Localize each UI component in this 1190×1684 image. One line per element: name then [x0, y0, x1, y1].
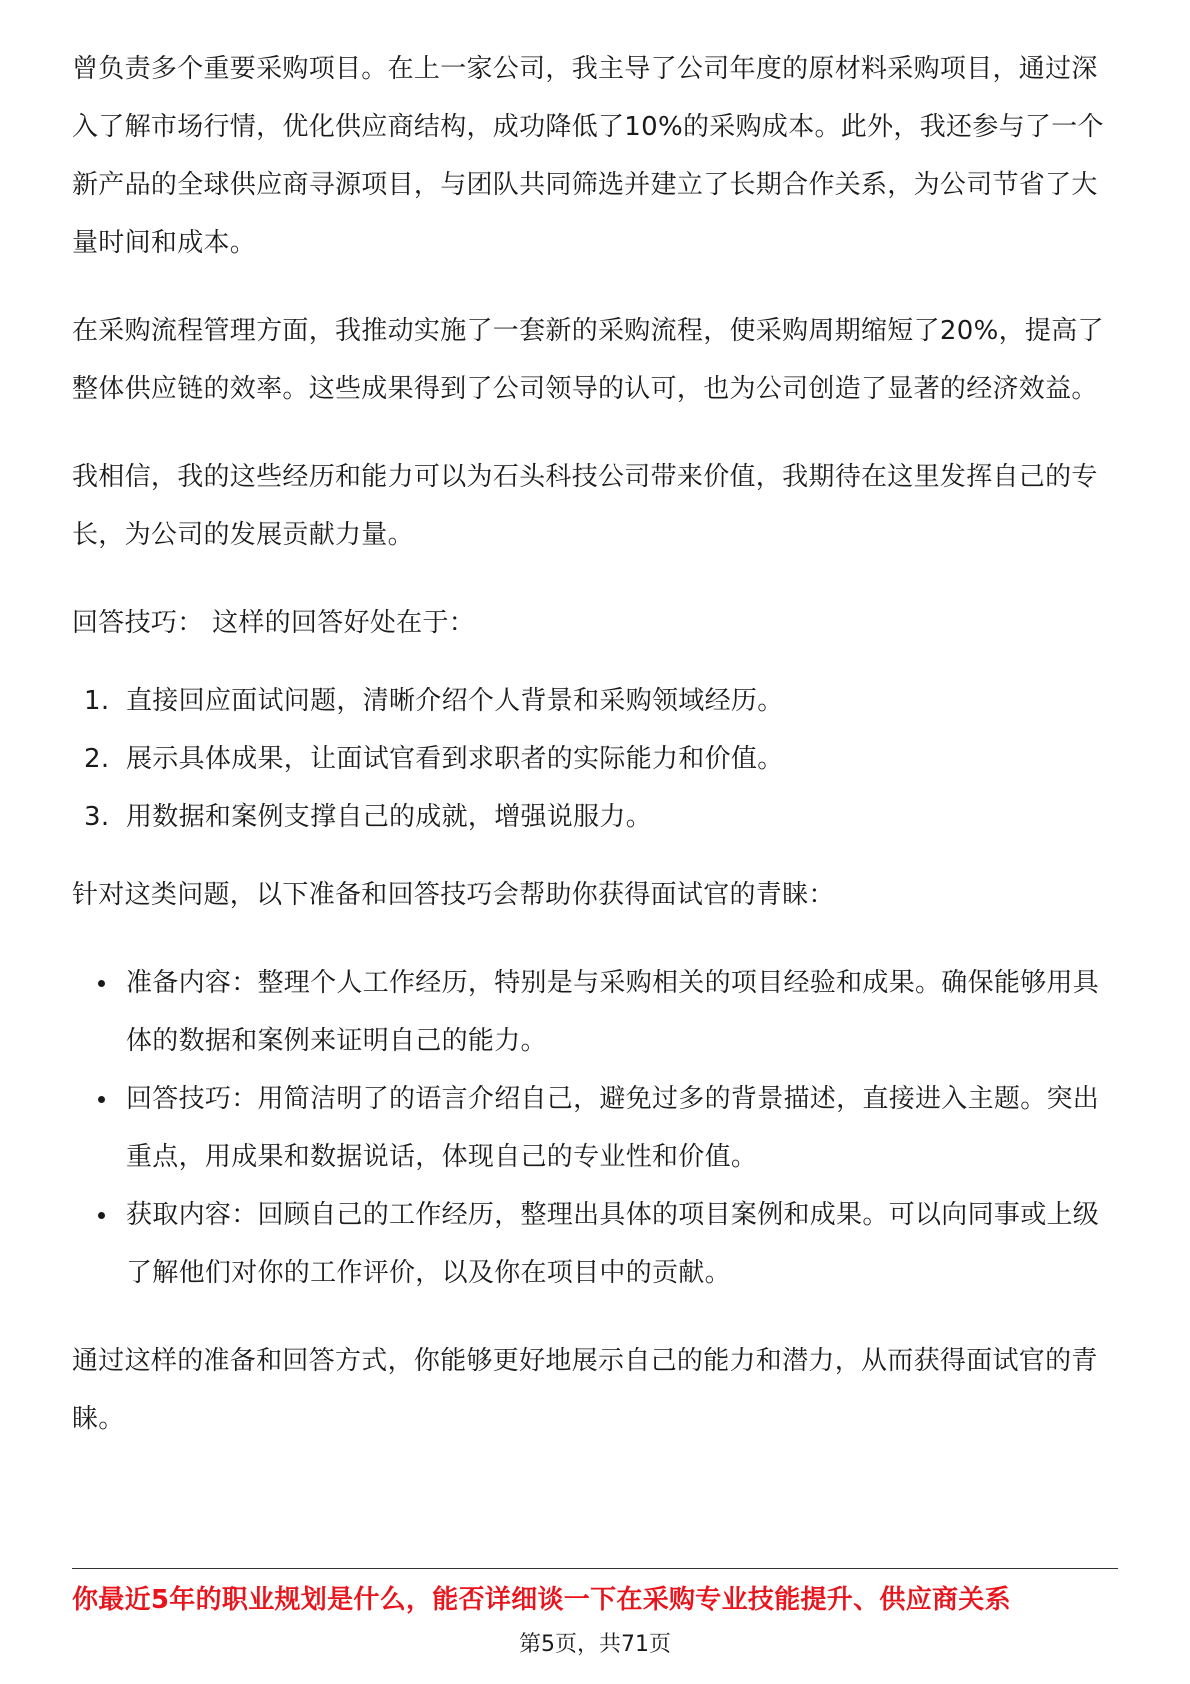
list-item [72, 788, 1118, 846]
bullet-dot-icon [98, 980, 105, 987]
next-question-heading: 你最近5年的职业规划是什么，能否详细谈一下在采购专业技能提升、供应商关系 [72, 1585, 1011, 1615]
prep-intro: 针对这类问题，以下准备和回答技巧会帮助你获得面试官的青睐： [72, 880, 835, 910]
bullet-dot-icon [98, 1212, 105, 1219]
bullet-item [72, 1186, 1118, 1302]
paragraph-conclusion: 通过这样的准备和回答方式，你能够更好地展示自己的能力和潜力，从而获得面试官的青睐。 [72, 1346, 1098, 1434]
list-number: 1. [84, 686, 110, 716]
bullet-item-text: 准备内容：整理个人工作经历，特别是与采购相关的项目经验和成果。确保能够用具体的数据和案例来证明自己的能力。 [126, 968, 1100, 1056]
bullet-item [72, 1070, 1118, 1186]
tips-list [72, 672, 1118, 846]
list-item [72, 730, 1118, 788]
list-number: 3. [84, 802, 110, 832]
bullet-item-text: 回答技巧：用简洁明了的语言介绍自己，避免过多的背景描述，直接进入主题。突出重点，用成果和数据说话，体现自己的专业性和价值。 [126, 1084, 1100, 1172]
document-body [72, 40, 1118, 1478]
tips-heading: 回答技巧： 这样的回答好处在于： [72, 608, 476, 638]
list-item-text: 直接回应面试问题，清晰介绍个人背景和采购领域经历。 [126, 686, 784, 716]
bullet-item [72, 954, 1118, 1070]
list-item-text: 展示具体成果，让面试官看到求职者的实际能力和价值。 [126, 744, 784, 774]
list-item [72, 672, 1118, 730]
paragraph-project-experience: 曾负责多个重要采购项目。在上一家公司，我主导了公司年度的原材料采购项目，通过深入了解市场行情，优化供应商结构，成功降低了10%的采购成本。此外，我还参与了一个新产品的全球供应商寻源项目，与团队共同筛选并建立了长期合作关系，为公司节省了大量时间和成本。 [72, 54, 1104, 258]
footer-divider [72, 1568, 1118, 1569]
bullet-item-text: 获取内容：回顾自己的工作经历，整理出具体的项目案例和成果。可以向同事或上级了解他们对你的工作评价，以及你在项目中的贡献。 [126, 1200, 1100, 1288]
prep-bullet-list [72, 954, 1118, 1302]
list-item-text: 用数据和案例支撑自己的成就，增强说服力。 [126, 802, 653, 832]
bullet-dot-icon [98, 1096, 105, 1103]
list-number: 2. [84, 744, 110, 774]
page-number: 第5页，共71页 [519, 1632, 671, 1657]
paragraph-process-management: 在采购流程管理方面，我推动实施了一套新的采购流程，使采购周期缩短了20%，提高了整体供应链的效率。这些成果得到了公司领导的认可，也为公司创造了显著的经济效益。 [72, 316, 1104, 404]
paragraph-closing-statement: 我相信，我的这些经历和能力可以为石头科技公司带来价值，我期待在这里发挥自己的专长，为公司的发展贡献力量。 [72, 462, 1098, 550]
